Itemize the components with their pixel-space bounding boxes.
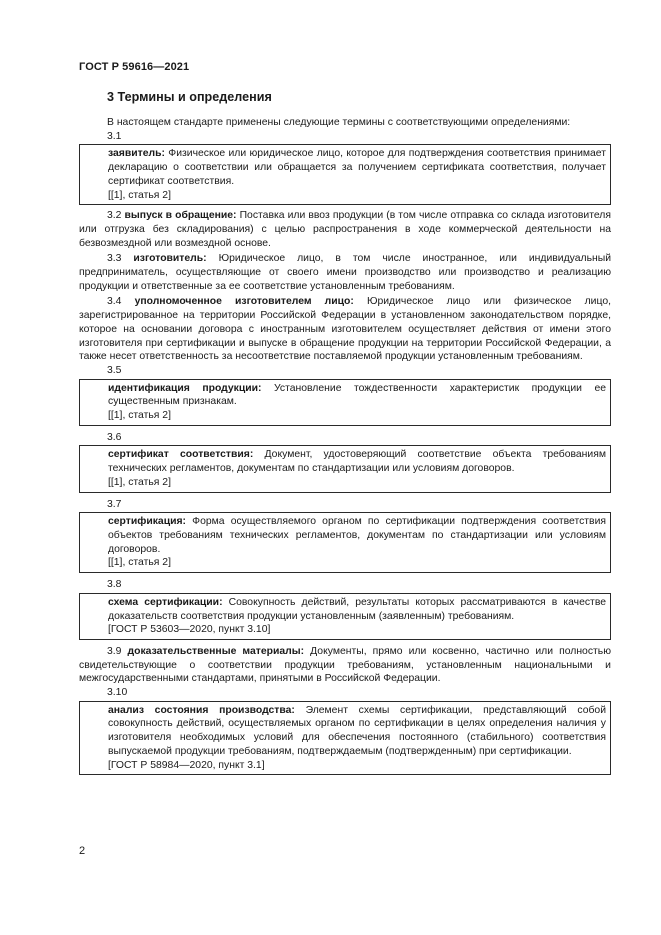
term-name: изготовитель:: [133, 253, 207, 265]
term-name: схема сертификации:: [108, 596, 223, 608]
term-text: Юридическое лицо, в том числе иностранное, или индивидуальный предприниматель, осуществляющие от своего имени производство или производство и реализацию продукции и ответственные за ее соответствие установленным требованиям.: [79, 253, 612, 292]
term-name: идентификация продукции:: [108, 382, 262, 394]
term-definition: [108, 147, 606, 188]
term-box: [79, 512, 611, 573]
term-source: [ГОСТ Р 53603—2020, пункт 3.10]: [108, 624, 271, 636]
term-source: [[1], статья 2]: [108, 557, 171, 569]
term-number: 3.10: [107, 687, 128, 699]
term-box: [79, 379, 611, 426]
document-id-header: ГОСТ Р 59616—2021: [79, 61, 190, 73]
term-name: доказательственные материалы:: [127, 645, 305, 657]
term-number: 3.9: [107, 645, 122, 657]
term-number: 3.6: [107, 431, 122, 443]
term-name: выпуск в обращение:: [124, 210, 237, 222]
term-name: сертификат соответствия:: [108, 449, 254, 461]
term-box: [79, 445, 611, 492]
term-text: Поставка или ввоз продукции (в том числе отправка со склада изготовителя или отгрузка без складирования) с целью распространения в ходе коммерческой деятельности на безвозмездной или возмездной основе.: [79, 210, 611, 249]
term-definition: [108, 382, 606, 409]
term-box: [79, 593, 611, 640]
term-name: заявитель:: [108, 148, 165, 160]
term-name: уполномоченное изготовителем лицо:: [134, 296, 354, 308]
page-number: 2: [79, 845, 86, 857]
term-number: 3.4: [107, 296, 122, 308]
term-number: 3.7: [107, 498, 122, 510]
term-number: 3.3: [107, 253, 122, 265]
term-definition: [108, 596, 606, 623]
term-text: Совокупность действий, результаты которых рассматриваются в качестве доказательств соответствия продукции установленным (заявленным) требованиям.: [108, 596, 607, 622]
term-text: Форма осуществляемого органом по сертификации подтверждения соответствия объектов требованиям технических регламентов, документам по стандартизации или условиям договоров.: [108, 516, 606, 555]
term-source: [ГОСТ Р 58984—2020, пункт 3.1]: [108, 759, 265, 771]
terms-content: [79, 116, 611, 777]
intro-paragraph: В настоящем стандарте применены следующие термины с соответствующими определениями:: [107, 117, 571, 128]
term-paragraph: [79, 295, 611, 364]
term-number: 3.8: [107, 579, 122, 591]
term-paragraph: [79, 252, 611, 293]
term-definition: [108, 448, 606, 475]
term-definition: [108, 704, 606, 759]
term-definition: [108, 515, 606, 556]
term-paragraph: [79, 645, 611, 686]
term-text: Установление тождественности характеристик продукции ее существенным признакам.: [108, 382, 606, 408]
term-number: 3.1: [107, 130, 122, 142]
term-box: [79, 701, 611, 776]
term-name: сертификация:: [108, 516, 187, 528]
term-source: [[1], статья 2]: [108, 410, 171, 422]
term-box: [79, 144, 611, 205]
term-text: Элемент схемы сертификации, представляющий собой совокупность действий, осуществляемых органом по сертификации в целях определения наличия у изготовителя необходимых условий для обеспечения постоянного (стабильного) соответствия выпускаемой продукции требованиям, подтверждаемым (подтвержденным) при сертификации.: [108, 704, 607, 757]
term-number: 3.2: [107, 210, 122, 222]
term-source: [[1], статья 2]: [108, 189, 171, 201]
term-text: Юридическое лицо или физическое лицо, зарегистрированное на территории Российской Федерации в установленном законодательством порядке, которое на основании договора с иностранным изготовителем осуществляет действия от имени этого изготовителя при сертификации и выпуске в обращение продукции на территории Российской Федерации, а также несет ответственность за несоответствие поставляемой продукции установленным требованиям.: [79, 296, 611, 363]
term-number: 3.5: [107, 364, 122, 376]
term-text: Документы, прямо или косвенно, частично или полностью свидетельствующие о соответствии продукции требованиям, установленным национальными и межгосударственными стандартами, принятыми в Российской Федерации.: [79, 645, 611, 685]
term-text: Физическое или юридическое лицо, которое для подтверждения соответствия принимает декларацию о соответствии или обращается за получением сертификата соответствия, получает сертификат соответствия.: [108, 148, 606, 187]
term-name: анализ состояния производства:: [108, 704, 295, 716]
section-title: 3 Термины и определения: [107, 90, 272, 104]
term-source: [[1], статья 2]: [108, 476, 171, 488]
term-paragraph: [79, 209, 611, 250]
term-text: Документ, удостоверяющий соответствие объекта требованиям технических регламентов, документам по стандартизации или условиям договоров.: [108, 449, 606, 475]
